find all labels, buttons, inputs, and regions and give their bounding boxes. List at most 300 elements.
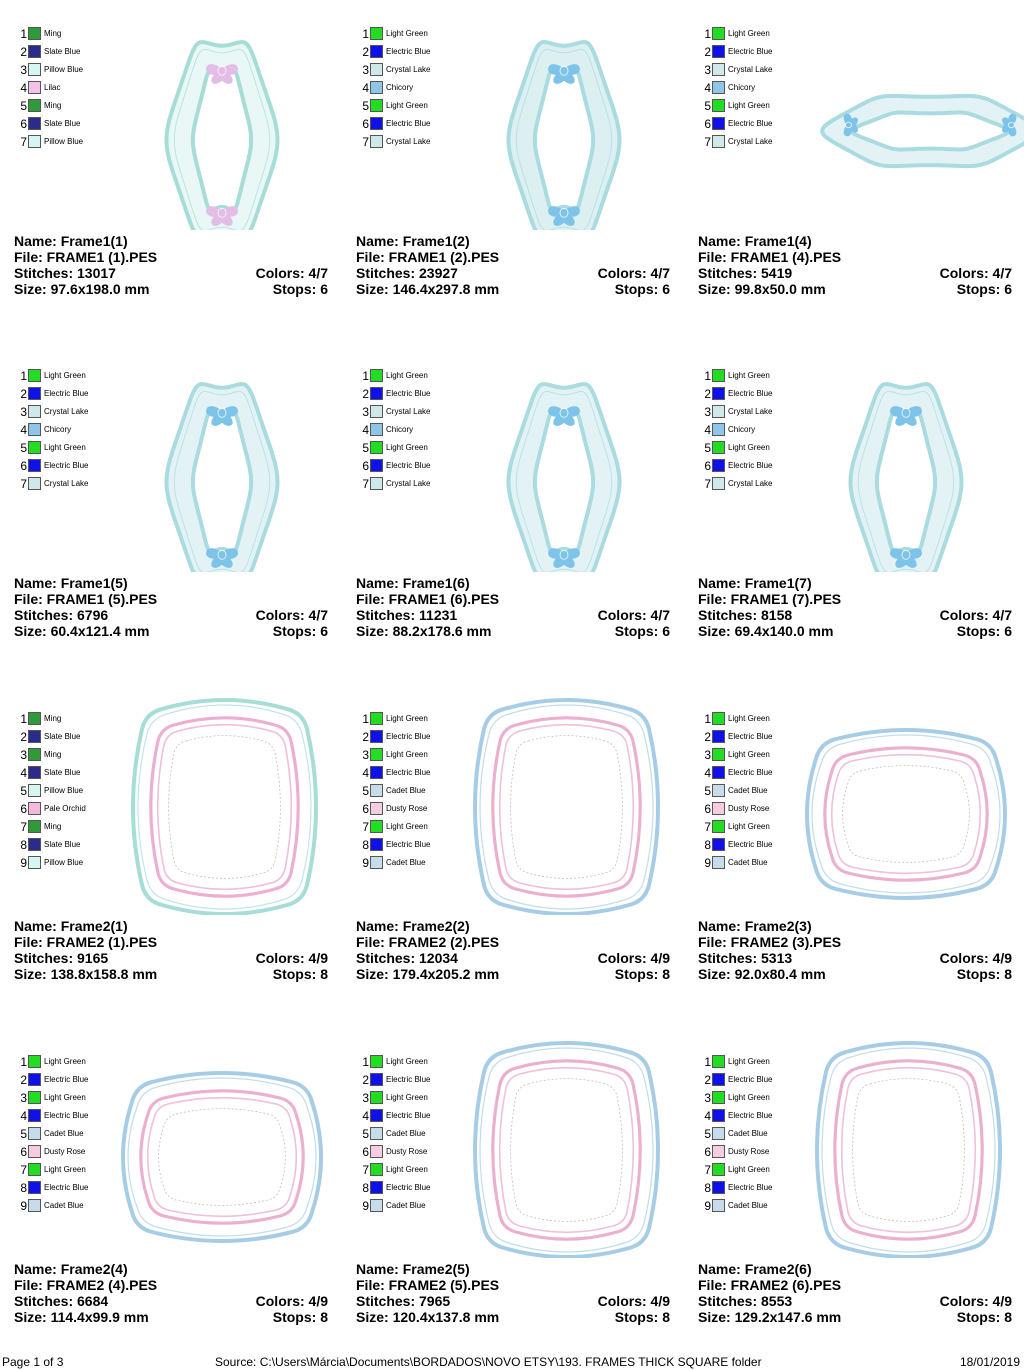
thread-swatch (712, 748, 725, 761)
thread-swatch (370, 766, 383, 779)
thread-number: 6 (20, 802, 27, 816)
thread-row (702, 116, 832, 134)
thread-row (702, 747, 832, 765)
thread-number: 1 (704, 712, 711, 726)
thread-swatch (712, 712, 725, 725)
thread-number: 1 (362, 1055, 369, 1069)
name-label: Name: (356, 1261, 403, 1277)
design-card (0, 342, 342, 684)
file-label: File: (356, 591, 389, 607)
design-name: Frame1(4) (744, 233, 812, 249)
thread-row (18, 1126, 148, 1144)
stitches-label: Stitches: (698, 950, 762, 966)
thread-row (18, 98, 148, 116)
stop-count: 8 (1004, 1309, 1012, 1325)
design-file: FRAME2 (5).PES (388, 1277, 500, 1293)
size-label: Size: (698, 281, 735, 297)
bow-motif (549, 207, 579, 225)
thread-row (702, 62, 832, 80)
colors-field (598, 1293, 670, 1309)
thread-name: Cadet Blue (728, 786, 768, 795)
stops-field (957, 281, 1012, 297)
file-row (698, 591, 1012, 607)
thread-number: 9 (20, 856, 27, 870)
thread-name: Crystal Lake (386, 479, 431, 488)
thread-swatch (370, 1091, 383, 1104)
stitches-label: Stitches: (698, 607, 762, 623)
stitch-count: 11231 (419, 607, 458, 623)
file-row (698, 1277, 1012, 1293)
thread-name: Electric Blue (728, 1183, 773, 1192)
name-label: Name: (698, 233, 745, 249)
size-label: Size: (698, 1309, 735, 1325)
design-file: FRAME1 (4).PES (730, 249, 842, 265)
design-card (342, 1028, 684, 1370)
thread-swatch (28, 838, 41, 851)
thread-name: Electric Blue (728, 119, 773, 128)
thread-name: Slate Blue (44, 768, 81, 777)
thread-row (18, 783, 148, 801)
thread-name: Light Green (728, 822, 770, 831)
thread-name: Dusty Rose (728, 1147, 770, 1156)
thread-number: 5 (20, 1127, 27, 1141)
thread-swatch (28, 405, 41, 418)
stops-field (273, 966, 328, 982)
thread-row (702, 837, 832, 855)
thread-legend (18, 711, 148, 873)
thread-number: 7 (704, 477, 711, 491)
thread-swatch (712, 802, 725, 815)
color-count: 4/7 (992, 265, 1012, 281)
size-label: Size: (14, 623, 51, 639)
thread-swatch (28, 766, 41, 779)
thread-name: Cadet Blue (44, 1201, 84, 1210)
thread-name: Light Green (44, 1165, 86, 1174)
thread-row (702, 1180, 832, 1198)
stitches-row (698, 1293, 1012, 1309)
thread-row (702, 458, 832, 476)
colors-field (940, 607, 1012, 623)
color-count: 4/9 (992, 950, 1012, 966)
thread-name: Electric Blue (728, 389, 773, 398)
stitches-label: Stitches: (14, 1293, 78, 1309)
stops-label: Stops: (272, 623, 321, 639)
bow-motif (549, 407, 579, 425)
name-row (698, 575, 1012, 591)
thread-swatch (370, 369, 383, 382)
thread-number: 3 (20, 1091, 27, 1105)
colors-field (256, 950, 328, 966)
thread-row (18, 422, 148, 440)
colors-label: Colors: (939, 950, 993, 966)
thread-row (360, 819, 490, 837)
thread-row (360, 386, 490, 404)
thread-row (18, 1198, 148, 1216)
thread-number: 5 (20, 784, 27, 798)
thread-swatch (370, 387, 383, 400)
thread-number: 5 (362, 99, 369, 113)
stitches-row (698, 607, 1012, 623)
thread-name: Cadet Blue (44, 1129, 84, 1138)
thread-number: 3 (704, 748, 711, 762)
file-label: File: (14, 249, 47, 265)
stitches-label: Stitches: (698, 1293, 762, 1309)
design-file: FRAME1 (2).PES (388, 249, 500, 265)
thread-number: 6 (704, 117, 711, 131)
thread-name: Ming (44, 714, 62, 723)
thread-row (702, 765, 832, 783)
thread-name: Electric Blue (728, 840, 773, 849)
design-size: 88.2x178.6 mm (392, 623, 492, 639)
thread-name: Cadet Blue (386, 858, 426, 867)
thread-swatch (28, 441, 41, 454)
stitch-count: 8553 (761, 1293, 793, 1309)
thread-row (702, 1072, 832, 1090)
thread-row (18, 26, 148, 44)
file-label: File: (14, 1277, 47, 1293)
thread-row (360, 422, 490, 440)
size-row (14, 966, 328, 982)
design-card (0, 685, 342, 1027)
name-label: Name: (14, 918, 61, 934)
stop-count: 8 (662, 1309, 670, 1325)
thread-number: 1 (704, 1055, 711, 1069)
design-name: Frame2(2) (402, 918, 470, 934)
bow-motif (549, 65, 579, 83)
thread-swatch (370, 441, 383, 454)
thread-number: 6 (362, 802, 369, 816)
colors-field (256, 1293, 328, 1309)
name-label: Name: (14, 575, 61, 591)
thread-row (360, 62, 490, 80)
thread-row (18, 711, 148, 729)
thread-name: Electric Blue (386, 389, 431, 398)
color-count: 4/9 (992, 1293, 1012, 1309)
design-file: FRAME2 (3).PES (730, 934, 842, 950)
thread-swatch (370, 1109, 383, 1122)
thread-number: 2 (362, 387, 369, 401)
stops-field (273, 1309, 328, 1325)
size-row (698, 281, 1012, 297)
thread-swatch (370, 748, 383, 761)
thread-swatch (370, 802, 383, 815)
thread-swatch (712, 730, 725, 743)
file-row (14, 1277, 328, 1293)
thread-number: 6 (704, 1145, 711, 1159)
design-name: Frame1(7) (744, 575, 812, 591)
thread-name: Light Green (386, 1165, 428, 1174)
name-row (14, 233, 328, 249)
size-row (356, 281, 670, 297)
thread-swatch (712, 766, 725, 779)
thread-name: Light Green (386, 101, 428, 110)
thread-number: 5 (362, 784, 369, 798)
thread-name: Light Green (386, 750, 428, 759)
name-label: Name: (356, 233, 403, 249)
thread-row (18, 368, 148, 386)
stops-label: Stops: (956, 281, 1005, 297)
thread-row (702, 44, 832, 62)
colors-label: Colors: (939, 1293, 993, 1309)
thread-number: 4 (20, 766, 27, 780)
thread-name: Electric Blue (44, 1111, 89, 1120)
thread-name: Light Green (728, 1057, 770, 1066)
thread-row (18, 1072, 148, 1090)
thread-number: 3 (704, 405, 711, 419)
thread-number: 3 (362, 405, 369, 419)
file-row (356, 1277, 670, 1293)
bow-motif (1003, 115, 1015, 135)
colors-label: Colors: (255, 950, 309, 966)
thread-number: 2 (20, 387, 27, 401)
thread-swatch (370, 856, 383, 869)
thread-number: 2 (20, 1073, 27, 1087)
thread-name: Light Green (44, 371, 86, 380)
thread-swatch (712, 441, 725, 454)
thread-row (702, 783, 832, 801)
color-count: 4/7 (650, 607, 670, 623)
design-name: Frame2(5) (402, 1261, 470, 1277)
thread-number: 2 (362, 1073, 369, 1087)
thread-row (702, 819, 832, 837)
design-card (684, 685, 1024, 1027)
thread-row (18, 80, 148, 98)
design-info (14, 575, 328, 639)
thread-name: Pillow Blue (44, 65, 84, 74)
name-row (14, 1261, 328, 1277)
thread-number: 2 (362, 45, 369, 59)
colors-label: Colors: (255, 1293, 309, 1309)
stops-field (615, 281, 670, 297)
colors-field (598, 265, 670, 281)
thread-number: 1 (20, 27, 27, 41)
thread-row (18, 765, 148, 783)
thread-name: Pale Orchid (44, 804, 86, 813)
thread-row (18, 1180, 148, 1198)
colors-field (940, 950, 1012, 966)
thread-swatch (28, 423, 41, 436)
thread-number: 3 (704, 63, 711, 77)
colors-label: Colors: (597, 607, 651, 623)
thread-number: 8 (704, 1181, 711, 1195)
thread-row (702, 855, 832, 873)
thread-number: 7 (20, 1163, 27, 1177)
thread-number: 4 (20, 423, 27, 437)
thread-number: 1 (20, 1055, 27, 1069)
thread-name: Light Green (728, 750, 770, 759)
thread-name: Chicory (728, 83, 756, 92)
design-size: 146.4x297.8 mm (392, 281, 500, 297)
stops-field (957, 1309, 1012, 1325)
thread-number: 7 (704, 135, 711, 149)
thread-legend (702, 368, 832, 494)
thread-swatch (28, 63, 41, 76)
thread-name: Cadet Blue (386, 786, 426, 795)
name-label: Name: (698, 575, 745, 591)
thread-swatch (712, 405, 725, 418)
color-count: 4/9 (650, 950, 670, 966)
thread-name: Pillow Blue (44, 858, 84, 867)
size-row (698, 1309, 1012, 1325)
design-info (356, 233, 670, 297)
design-info (698, 233, 1012, 297)
thread-swatch (370, 423, 383, 436)
thread-name: Electric Blue (386, 1111, 431, 1120)
thread-legend (360, 368, 490, 494)
name-row (356, 233, 670, 249)
thread-row (18, 747, 148, 765)
thread-name: Electric Blue (728, 768, 773, 777)
thread-swatch (370, 1163, 383, 1176)
stops-label: Stops: (614, 623, 663, 639)
thread-number: 6 (362, 117, 369, 131)
thread-name: Light Green (728, 714, 770, 723)
thread-swatch (28, 712, 41, 725)
thread-number: 6 (704, 802, 711, 816)
thread-number: 4 (362, 81, 369, 95)
stitches-row (356, 950, 670, 966)
thread-swatch (712, 1163, 725, 1176)
thread-number: 4 (362, 423, 369, 437)
thread-number: 2 (704, 387, 711, 401)
stitches-label: Stitches: (356, 950, 420, 966)
thread-number: 7 (20, 135, 27, 149)
thread-number: 4 (704, 81, 711, 95)
thread-name: Dusty Rose (728, 804, 770, 813)
design-info (698, 918, 1012, 982)
file-row (14, 249, 328, 265)
thread-row (18, 62, 148, 80)
bow-motif (549, 549, 579, 567)
thread-swatch (370, 477, 383, 490)
color-count: 4/7 (308, 265, 328, 281)
file-row (698, 249, 1012, 265)
thread-swatch (712, 1055, 725, 1068)
colors-label: Colors: (939, 607, 993, 623)
thread-swatch (370, 63, 383, 76)
thread-name: Ming (44, 29, 62, 38)
thread-number: 2 (704, 45, 711, 59)
stitches-label: Stitches: (356, 607, 420, 623)
design-size: 114.4x99.9 mm (50, 1309, 149, 1325)
color-count: 4/9 (650, 1293, 670, 1309)
thread-name: Chicory (728, 425, 756, 434)
thread-name: Electric Blue (44, 1183, 89, 1192)
stitches-label: Stitches: (14, 265, 78, 281)
thread-row (360, 855, 490, 873)
thread-swatch (370, 117, 383, 130)
stops-label: Stops: (614, 966, 663, 982)
thread-number: 4 (362, 1109, 369, 1123)
design-file: FRAME1 (5).PES (46, 591, 158, 607)
stitches-row (356, 1293, 670, 1309)
thread-number: 4 (704, 1109, 711, 1123)
stops-field (615, 623, 670, 639)
size-row (698, 966, 1012, 982)
file-label: File: (356, 1277, 389, 1293)
colors-field (940, 1293, 1012, 1309)
thread-number: 1 (704, 27, 711, 41)
stops-label: Stops: (272, 966, 321, 982)
name-row (14, 575, 328, 591)
thread-name: Chicory (386, 425, 414, 434)
page-footer (0, 1354, 1024, 1370)
stitch-count: 13017 (77, 265, 116, 281)
thread-swatch (712, 99, 725, 112)
thread-number: 7 (362, 1163, 369, 1177)
file-row (356, 934, 670, 950)
thread-number: 3 (362, 748, 369, 762)
thread-row (360, 1126, 490, 1144)
stops-label: Stops: (956, 623, 1005, 639)
thread-row (702, 711, 832, 729)
thread-row (702, 422, 832, 440)
thread-swatch (28, 477, 41, 490)
thread-swatch (370, 99, 383, 112)
thread-name: Dusty Rose (44, 1147, 86, 1156)
thread-name: Cadet Blue (728, 1129, 768, 1138)
file-label: File: (14, 934, 47, 950)
thread-row (18, 801, 148, 819)
thread-swatch (712, 1199, 725, 1212)
name-label: Name: (698, 1261, 745, 1277)
thread-swatch (28, 1127, 41, 1140)
stitches-row (14, 1293, 328, 1309)
thread-swatch (28, 748, 41, 761)
size-row (356, 1309, 670, 1325)
size-label: Size: (14, 1309, 51, 1325)
thread-number: 1 (704, 369, 711, 383)
thread-name: Crystal Lake (728, 479, 773, 488)
thread-number: 6 (362, 1145, 369, 1159)
thread-swatch (28, 117, 41, 130)
thread-swatch (28, 45, 41, 58)
design-info (14, 918, 328, 982)
thread-swatch (712, 820, 725, 833)
thread-row (360, 783, 490, 801)
thread-name: Electric Blue (44, 389, 89, 398)
thread-number: 2 (704, 1073, 711, 1087)
stops-field (615, 1309, 670, 1325)
thread-swatch (370, 459, 383, 472)
thread-number: 6 (362, 459, 369, 473)
thread-swatch (712, 838, 725, 851)
thread-swatch (28, 1109, 41, 1122)
thread-swatch (28, 135, 41, 148)
thread-row (18, 1108, 148, 1126)
thread-number: 9 (20, 1199, 27, 1213)
thread-name: Electric Blue (386, 47, 431, 56)
thread-name: Light Green (728, 29, 770, 38)
size-row (14, 623, 328, 639)
design-info (356, 575, 670, 639)
size-row (698, 623, 1012, 639)
thread-row (18, 1090, 148, 1108)
thread-name: Slate Blue (44, 47, 81, 56)
stitches-row (14, 607, 328, 623)
stop-count: 8 (320, 1309, 328, 1325)
thread-row (702, 404, 832, 422)
design-size: 92.0x80.4 mm (734, 966, 826, 982)
design-file: FRAME1 (6).PES (388, 591, 500, 607)
thread-row (360, 26, 490, 44)
name-label: Name: (356, 575, 403, 591)
thread-swatch (712, 1181, 725, 1194)
file-label: File: (14, 591, 47, 607)
design-name: Frame2(1) (60, 918, 128, 934)
thread-name: Electric Blue (728, 732, 773, 741)
stitches-row (14, 950, 328, 966)
